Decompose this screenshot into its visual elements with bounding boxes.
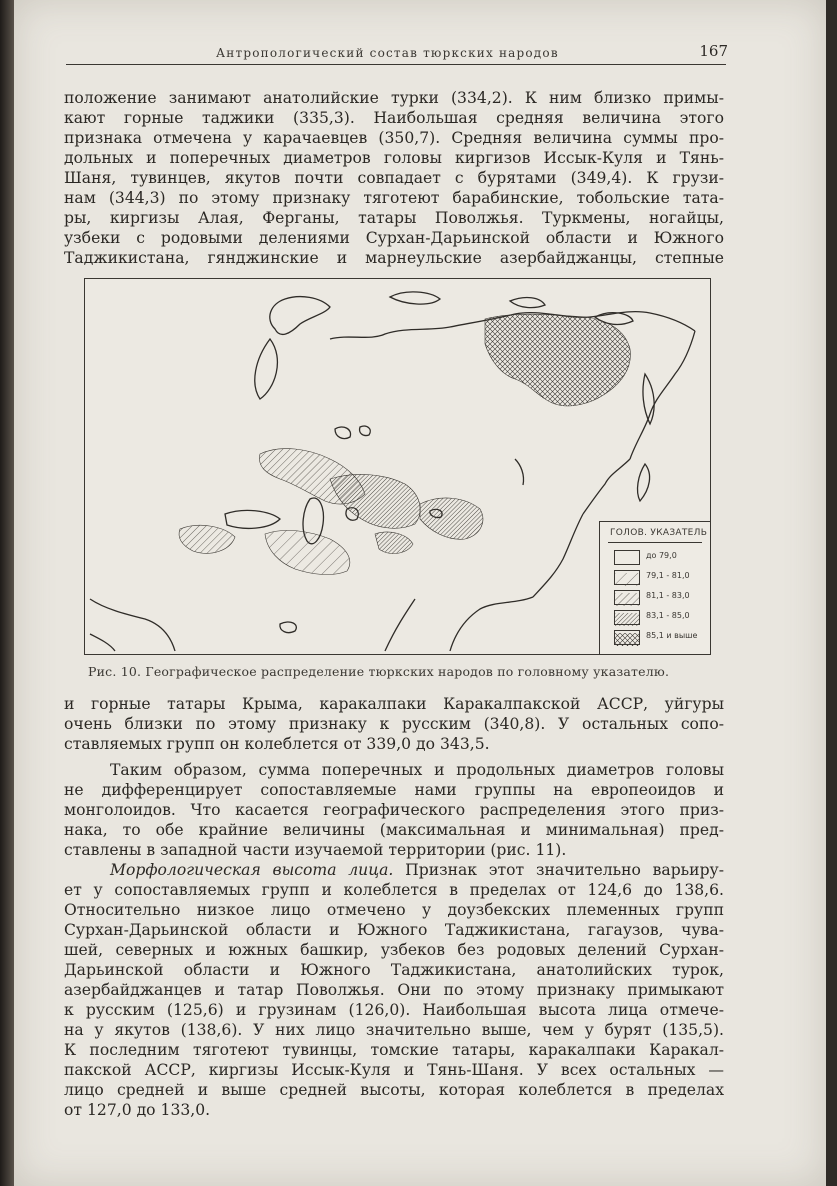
legend-item: [614, 590, 708, 606]
text-line: Сурхан-Дарьинской области и Южного Таджикистана, гагаузов, чува-: [64, 921, 724, 939]
map-figure: [84, 278, 711, 655]
paragraph-top: [64, 88, 724, 268]
text-line: нам (344,3) по этому признаку тяготеют барабинские, тобольские тата-: [64, 189, 724, 207]
legend-label: 83,1 - 85,0: [646, 611, 690, 620]
legend-label: 81,1 - 83,0: [646, 591, 690, 600]
section-heading: Морфологическая высота лица.: [110, 861, 394, 879]
text-line: кают горные таджики (335,3). Наибольшая средняя величина этого: [64, 109, 724, 127]
text-line: нака, то обе крайние величины (максимальная и минимальная) пред-: [64, 821, 724, 839]
legend-swatch-blank: [614, 550, 640, 565]
page-number: 167: [699, 42, 728, 60]
text-line: Относительно низкое лицо отмечено у доузбекских племенных групп: [64, 901, 724, 919]
legend-label: 85,1 и выше: [646, 631, 698, 640]
legend-label: 79,1 - 81,0: [646, 571, 690, 580]
text-line: узбеки с родовыми делениями Сурхан-Дарьинской области и Южного: [64, 229, 724, 247]
text-line: ет у сопоставляемых групп и колеблется в пределах от 124,6 до 138,6.: [64, 881, 724, 899]
running-head: [66, 30, 726, 65]
text-line: дольных и поперечных диаметров головы киргизов Иссык-Куля и Тянь-: [64, 149, 724, 167]
text-line: Таджикистана, гянджинские и марнеульские азербайджанцы, степные: [64, 249, 724, 267]
text-line: от 127,0 до 133,0.: [64, 1101, 211, 1119]
text-line: Дарьинской области и Южного Таджикистана, анатолийских турок,: [64, 961, 724, 979]
text-line: очень близки по этому признаку к русским (340,8). У остальных сопо-: [64, 715, 724, 733]
book-page: [14, 0, 826, 1186]
legend-swatch-sparse: [614, 570, 640, 585]
text-line-first: [64, 860, 724, 880]
text-line: ры, киргизы Алая, Ферганы, татары Поволжья. Туркмены, ногайцы,: [64, 209, 724, 227]
text-line: и горные татары Крыма, каракалпаки Каракалпакской АССР, уйгуры: [64, 695, 724, 713]
text-line: лицо средней и выше средней высоты, которая колеблется в пределах: [64, 1081, 724, 1099]
text-line: признака отмечена у карачаевцев (350,7). Средняя величина суммы про-: [64, 129, 724, 147]
paragraph-middle: [64, 694, 724, 754]
text-fragment: Признак этот значительно варьиру-: [405, 861, 724, 879]
text-line: Шаня, тувинцев, якутов почти совпадает с бурятами (349,4). К грузи-: [64, 169, 724, 187]
text-line: на у якутов (138,6). У них лицо значительно выше, чем у бурят (135,5).: [64, 1021, 724, 1039]
figure-caption: Рис. 10. Географическое распределение тюркских народов по головному указателю.: [88, 664, 670, 679]
binding-edge: [0, 0, 14, 1186]
legend-title: ГОЛОВ. УКАЗАТЕЛЬ: [610, 528, 708, 538]
text-line: не дифференцирует сопоставляемые нами группы на европеоидов и: [64, 781, 724, 799]
legend-swatch-crosshatch: [614, 630, 640, 645]
text-line: азербайджанцев и татар Поволжья. Они по этому признаку примыкают: [64, 981, 724, 999]
text-line: шей, северных и южных башкир, узбеков без родовых делений Сурхан-: [64, 941, 724, 959]
paragraph-face-height: [64, 860, 724, 1120]
text-line: ставлены в западной части изучаемой территории (рис. 11).: [64, 841, 567, 859]
running-head-title: Антропологический состав тюркских народов: [216, 46, 559, 60]
map-legend: [599, 521, 710, 654]
legend-item: [614, 550, 708, 566]
text-line: ставляемых групп он колеблется от 339,0 до 343,5.: [64, 735, 490, 753]
legend-divider: [608, 542, 702, 543]
legend-item: [614, 570, 708, 586]
paragraph-conclusion: [64, 760, 724, 860]
legend-label: до 79,0: [646, 551, 677, 560]
legend-item: [614, 630, 708, 646]
text-line: пакской АССР, киргизы Иссык-Куля и Тянь-Шаня. У всех остальных —: [64, 1061, 724, 1079]
text-line: положение занимают анатолийские турки (334,2). К ним близко примы-: [64, 89, 724, 107]
legend-swatch-dense: [614, 610, 640, 625]
legend-swatch-diagonal: [614, 590, 640, 605]
text-line: К последним тяготеют тувинцы, томские татары, каракалпаки Каракал-: [64, 1041, 724, 1059]
legend-item: [614, 610, 708, 626]
text-line: монголоидов. Что касается географического распределения этого приз-: [64, 801, 724, 819]
text-line: Таким образом, сумма поперечных и продольных диаметров головы: [110, 761, 724, 779]
text-line: к русским (125,6) и грузинам (126,0). Наибольшая высота лица отмече-: [64, 1001, 724, 1019]
